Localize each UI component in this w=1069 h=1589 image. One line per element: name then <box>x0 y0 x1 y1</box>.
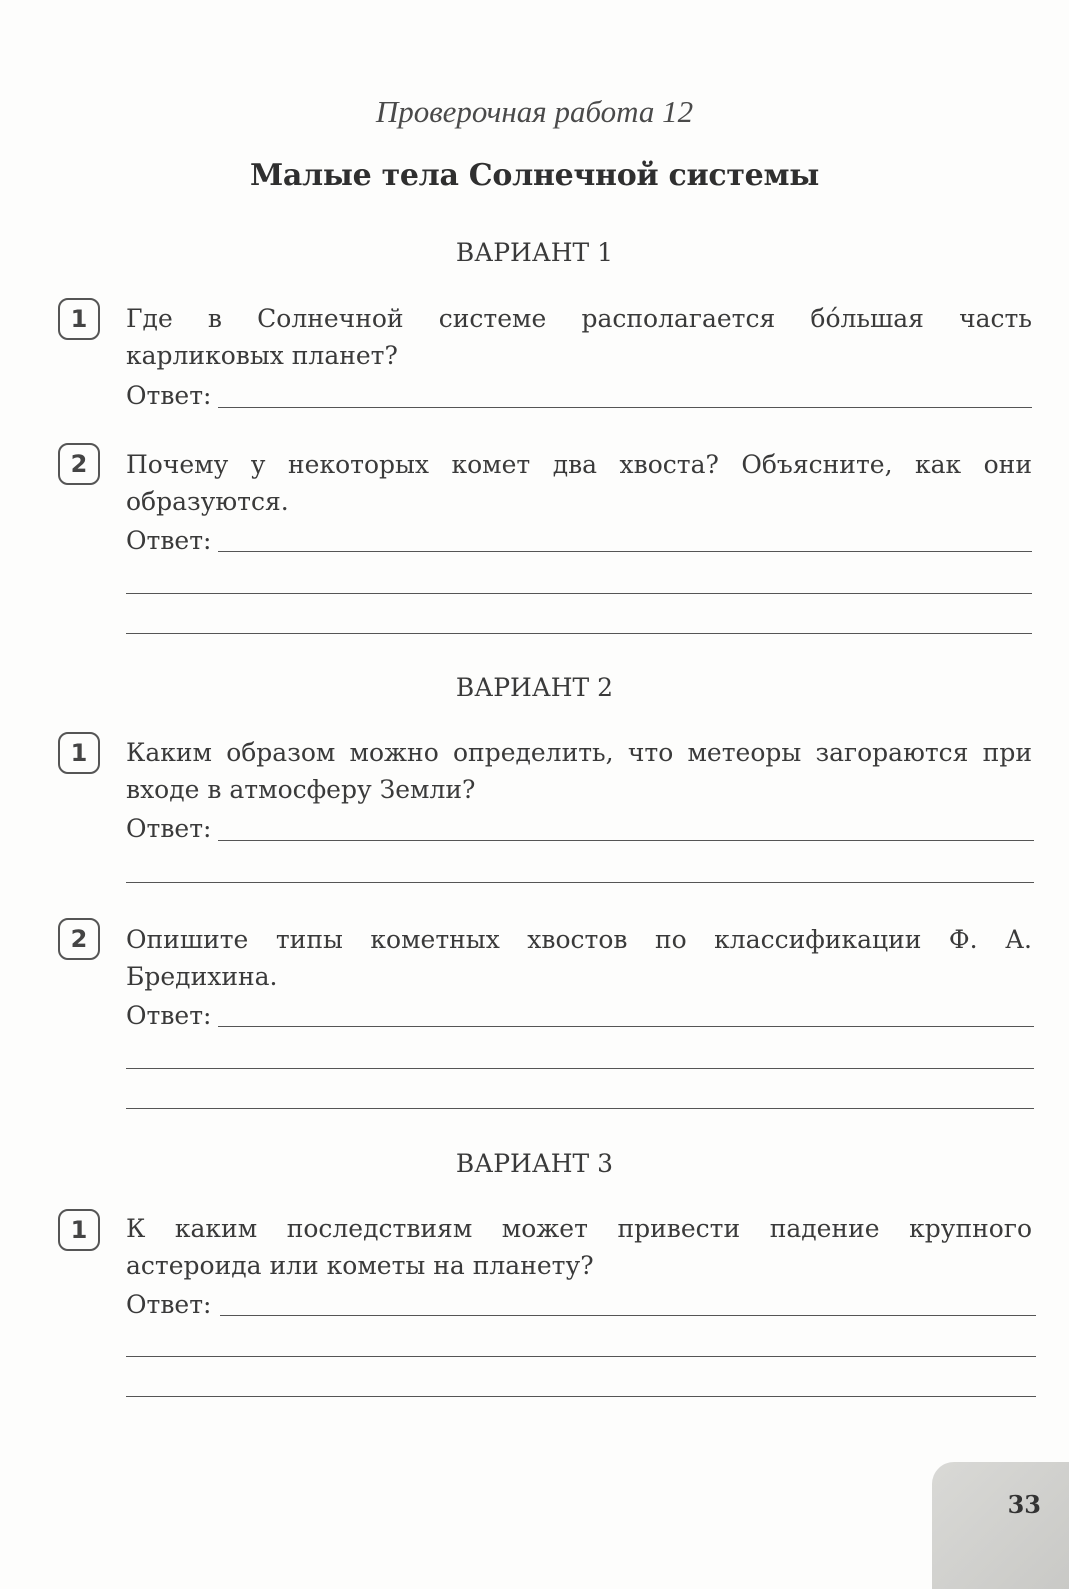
page-number-tab <box>932 1462 1069 1589</box>
question-number-badge: 2 <box>58 443 100 485</box>
answer-label: Ответ: <box>126 814 212 843</box>
answer-line[interactable] <box>126 1068 1034 1069</box>
question-text: Почему у некоторых комет два хвоста? Объясните, как они образуются. <box>126 450 1032 516</box>
variant-1-heading: ВАРИАНТ 1 <box>455 238 614 267</box>
answer-label: Ответ: <box>126 1001 212 1030</box>
question-text: К каким последствиям может привести падение крупного астероида или кометы на планету? <box>126 1214 1032 1280</box>
variant-2-heading: ВАРИАНТ 2 <box>455 673 614 702</box>
answer-line[interactable] <box>218 551 1032 552</box>
page-title: Малые тела Солнечной системы <box>249 158 819 193</box>
question-text: Каким образом можно определить, что метеоры загораются при входе в атмосферу Земли? <box>126 738 1032 804</box>
answer-line[interactable] <box>218 840 1034 841</box>
question-number-badge: 1 <box>58 732 100 774</box>
question-number-badge: 1 <box>58 1209 100 1251</box>
answer-line[interactable] <box>126 1108 1034 1109</box>
answer-label: Ответ: <box>126 1290 212 1319</box>
question-number-badge: 1 <box>58 298 100 340</box>
answer-line[interactable] <box>126 1396 1036 1397</box>
answer-line[interactable] <box>220 1315 1036 1316</box>
answer-line[interactable] <box>218 407 1032 408</box>
variant-3-heading: ВАРИАНТ 3 <box>455 1149 614 1178</box>
answer-line[interactable] <box>126 593 1032 594</box>
page-number: 33 <box>1007 1490 1041 1519</box>
answer-label: Ответ: <box>126 381 212 410</box>
question-text: Где в Солнечной системе располагается бо́льшая часть карликовых планет? <box>126 304 1032 370</box>
question-text: Опишите типы кометных хвостов по классификации Ф. А. Бредихина. <box>126 925 1032 991</box>
page-kicker: Проверочная работа 12 <box>375 94 694 129</box>
answer-label: Ответ: <box>126 526 212 555</box>
answer-line[interactable] <box>126 882 1034 883</box>
answer-line[interactable] <box>218 1026 1034 1027</box>
answer-line[interactable] <box>126 1356 1036 1357</box>
question-number-badge: 2 <box>58 918 100 960</box>
answer-line[interactable] <box>126 633 1032 634</box>
